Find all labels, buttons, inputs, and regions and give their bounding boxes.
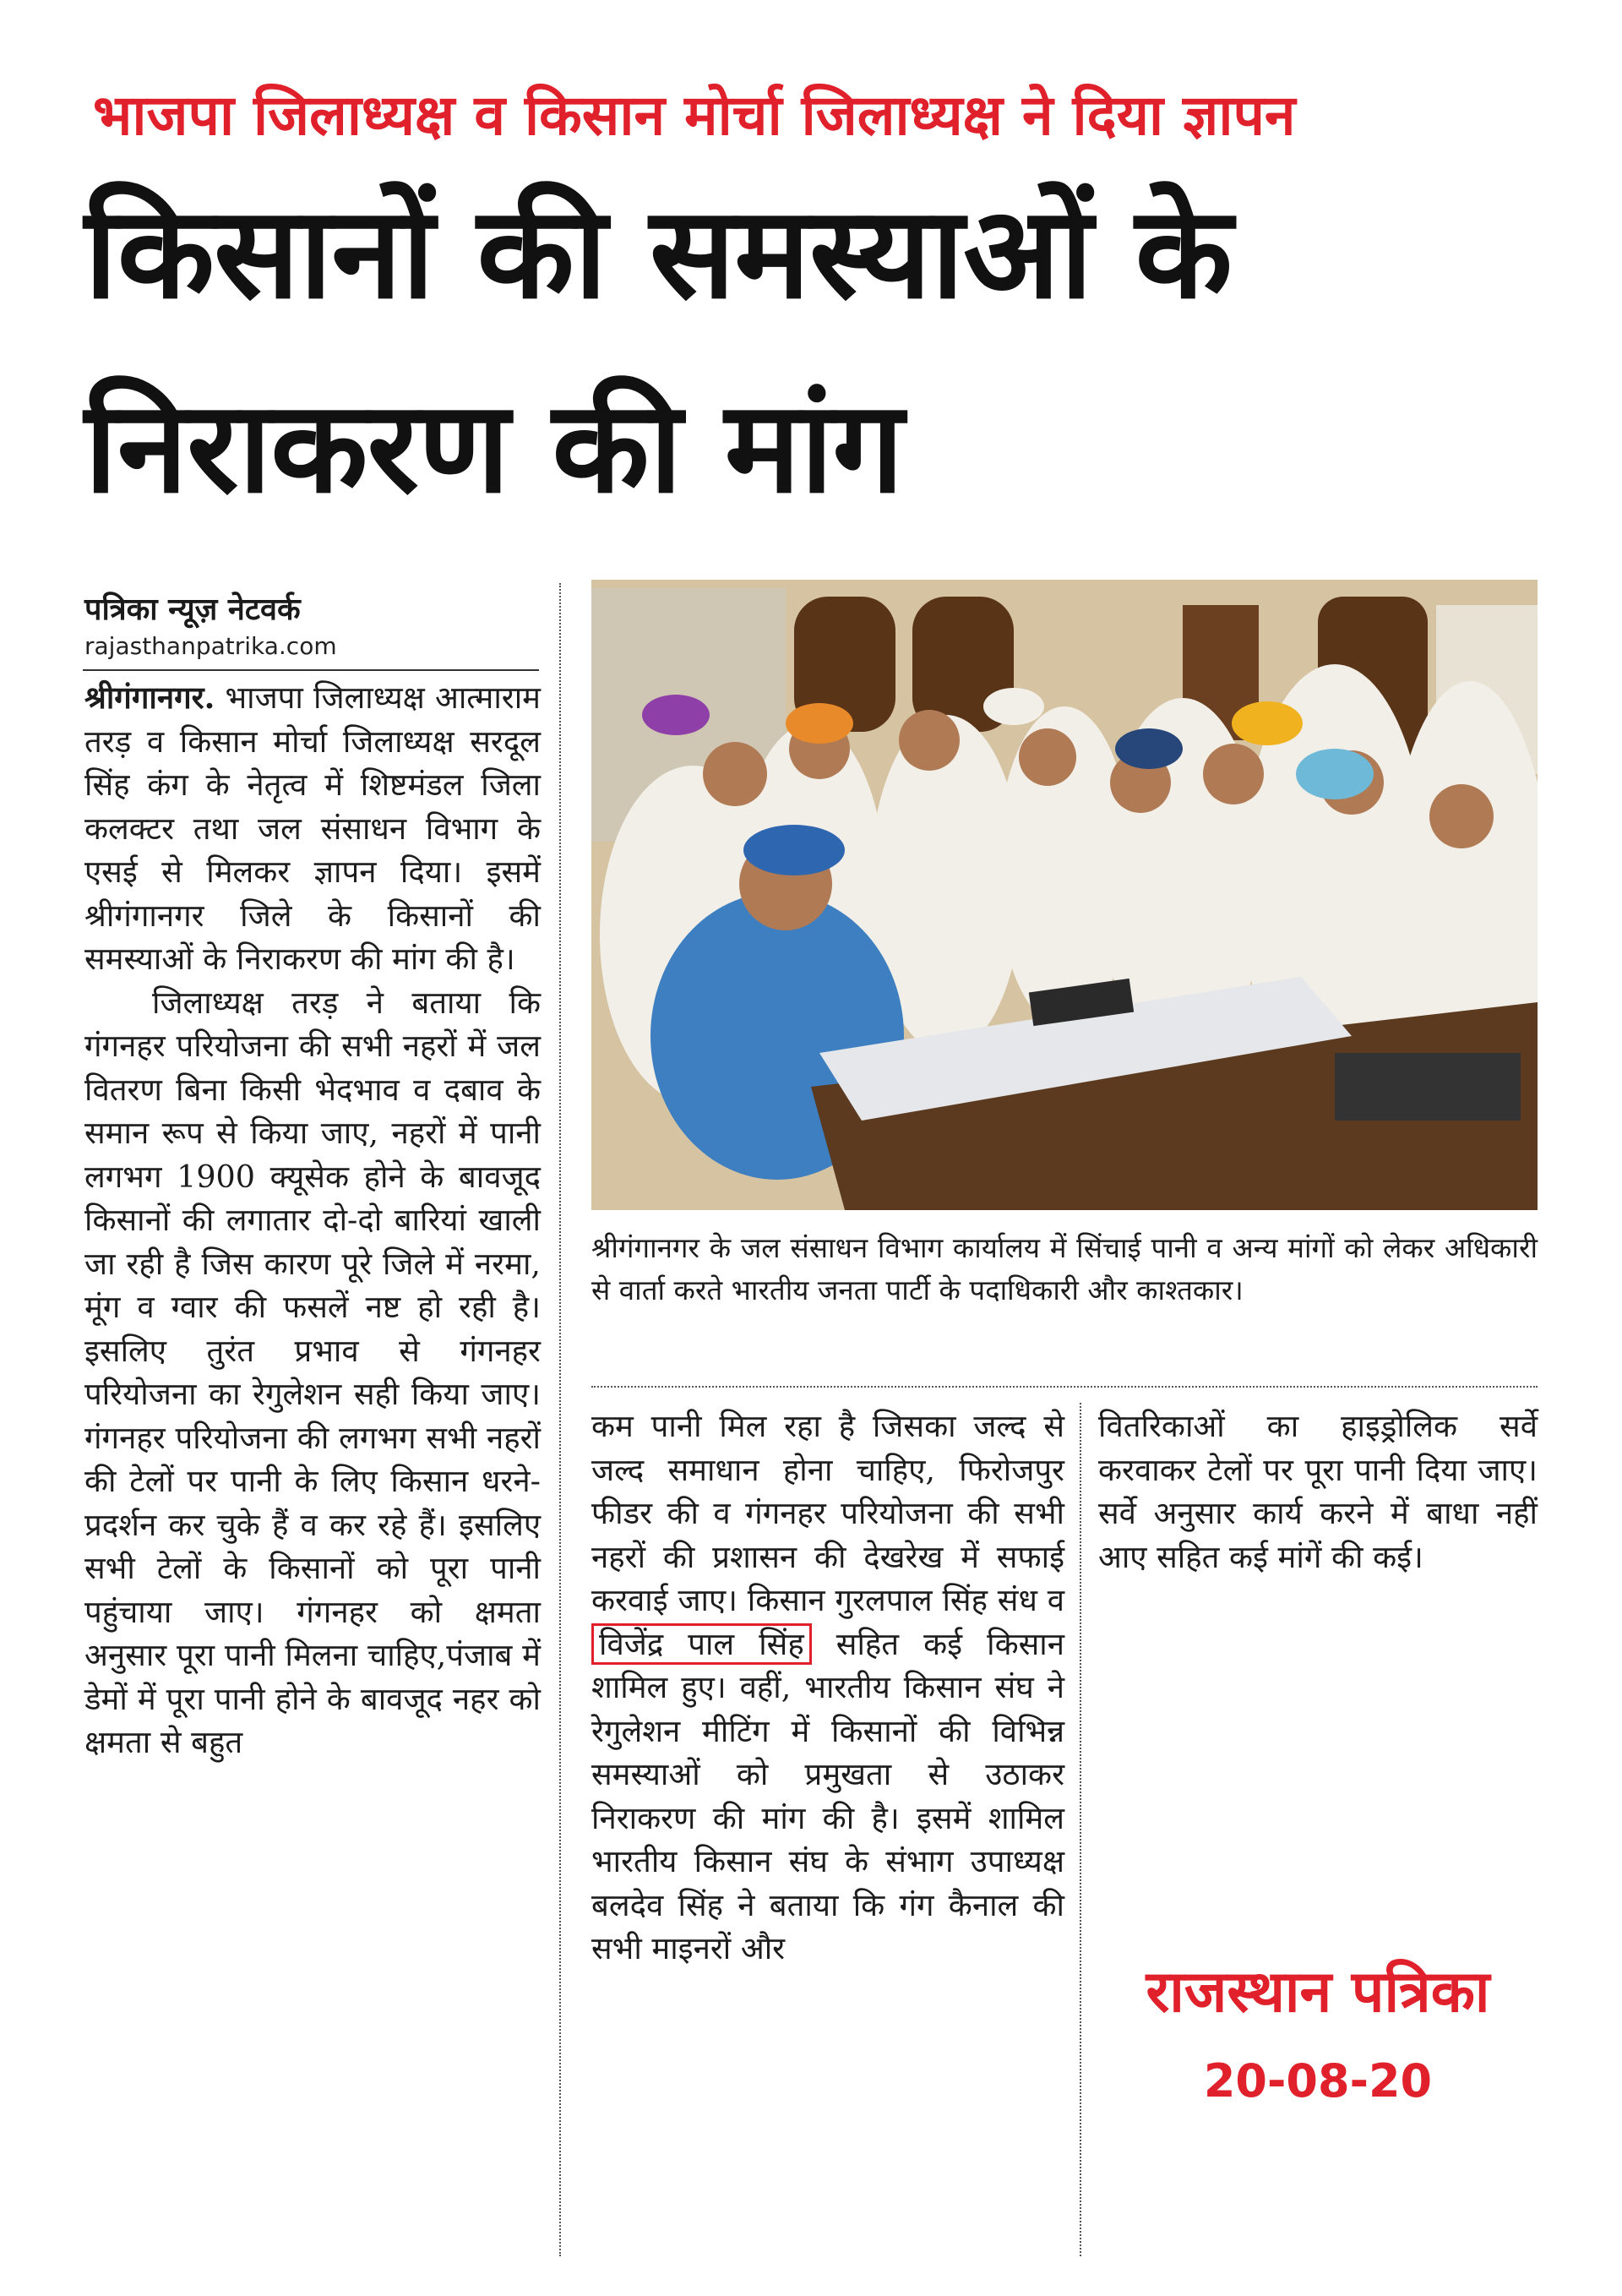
column-separator — [559, 583, 561, 2256]
byline-website: rajasthanpatrika.com — [84, 632, 337, 660]
photo-caption: श्रीगंगानगर के जल संसाधन विभाग कार्यालय में सिंचाई पानी व अन्य मांगों को लेकर अधिकारी से वार्ता करते भारतीय जनता पार्टी के पदाधिकारी और काश्तकार। — [591, 1231, 1538, 1306]
article-column-3 — [1098, 1404, 1538, 1579]
article-paragraph-2: जिलाध्यक्ष तरड़ ने बताया कि गंगनहर परियोजना की सभी नहरों में जल वितरण बिना किसी भेदभाव व दबाव के समान रूप से किया जाए, नहरों में पानी लगभग 1900 क्यूसेक होने के बावजूद किसानों की लगातार दो-दो बारियां खाली जा रही है जिस कारण पूरे जिले में नरमा, मूंग व ग्वार की फसलें नष्ट हो रही है। इसलिए तुरंत प्रभाव से गंगनहर परियोजना का रेगुलेशन सही किया जाए। गंगनहर परियोजना की लगभग सभी नहरों की टेलों पर पानी के लिए किसान धरने-प्रदर्शन कर चुके हैं व कर रहे हैं। इसलिए सभी टेलों के किसानों को पूरा पानी पहुंचाया जाए। गंगनहर को क्षमता अनुसार पूरा पानी मिलना चाहिए,पंजाब में डेमों में पूरा पानी होने के बावजूद नहर को क्षमता से बहुत — [84, 984, 541, 1760]
highlighted-name: विजेंद्र पाल सिंह — [591, 1623, 812, 1665]
main-headline-line-2: निराकरण की मांग — [84, 374, 903, 521]
article-paragraph-3 — [591, 1404, 1064, 1971]
article-column-1 — [84, 676, 541, 1764]
article-column-2 — [591, 1404, 1064, 1971]
paragraph-1-text: भाजपा जिलाध्यक्ष आत्माराम तरड़ व किसान मोर्चा जिलाध्यक्ष सरदूल सिंह कंग के नेतृत्व में शिष्टमंडल जिला कलक्टर तथा जल संसाधन विभाग के एसई से मिलकर ज्ञापन दिया। इसमें श्रीगंगानगर जिले के किसानों की समस्याओं के निराकरण की मांग की है। — [84, 679, 541, 977]
news-photo — [591, 580, 1538, 1210]
column-2-text-before: कम पानी मिल रहा है जिसका जल्द से जल्द समाधान होना चाहिए, फिरोजपुर फीडर की व गंगनहर परियोजना की सभी नहरों की प्रशासन की देखरेख में सफाई करवाई जाए। किसान गुरलपाल सिंह संध व — [591, 1408, 1064, 1618]
byline-agency: पत्रिका न्यूज़ नेटवर्क — [84, 592, 301, 627]
kicker-headline: भाजपा जिलाध्यक्ष व किसान मोर्चा जिलाध्यक्ष ने दिया ज्ञापन — [93, 83, 1296, 148]
print-date: 20-08-20 — [1203, 2054, 1433, 2108]
column-2-text-after: सहित कई किसान शामिल हुए। वहीं, भारतीय किसान संघ ने रेगुलेशन मीटिंग में किसानों की विभिन्न समस्याओं को प्रमुखता से उठाकर निराकरण की मांग की है। इसमें शामिल भारतीय किसान संघ के संभाग उपाध्यक्ष बलदेव सिंह ने बताया कि गंग कैनाल की सभी माइनरों और — [591, 1625, 1064, 1966]
byline-divider — [83, 669, 539, 671]
article-paragraph-4: वितरिकाओं का हाइड्रोलिक सर्वे करवाकर टेलों पर पूरा पानी दिया जाए। सर्वे अनुसार कार्य करने में बाधा नहीं आए सहित कई मांगें की कई। — [1098, 1408, 1538, 1575]
newspaper-masthead: राजस्थान पत्रिका — [1146, 1959, 1490, 2026]
article-paragraph-1 — [84, 676, 541, 981]
main-headline-line-1: किसानों की समस्याओं के — [84, 180, 1232, 327]
caption-divider — [591, 1386, 1538, 1388]
dateline: श्रीगंगानगर. — [84, 679, 215, 716]
column-separator — [1080, 1403, 1081, 2256]
